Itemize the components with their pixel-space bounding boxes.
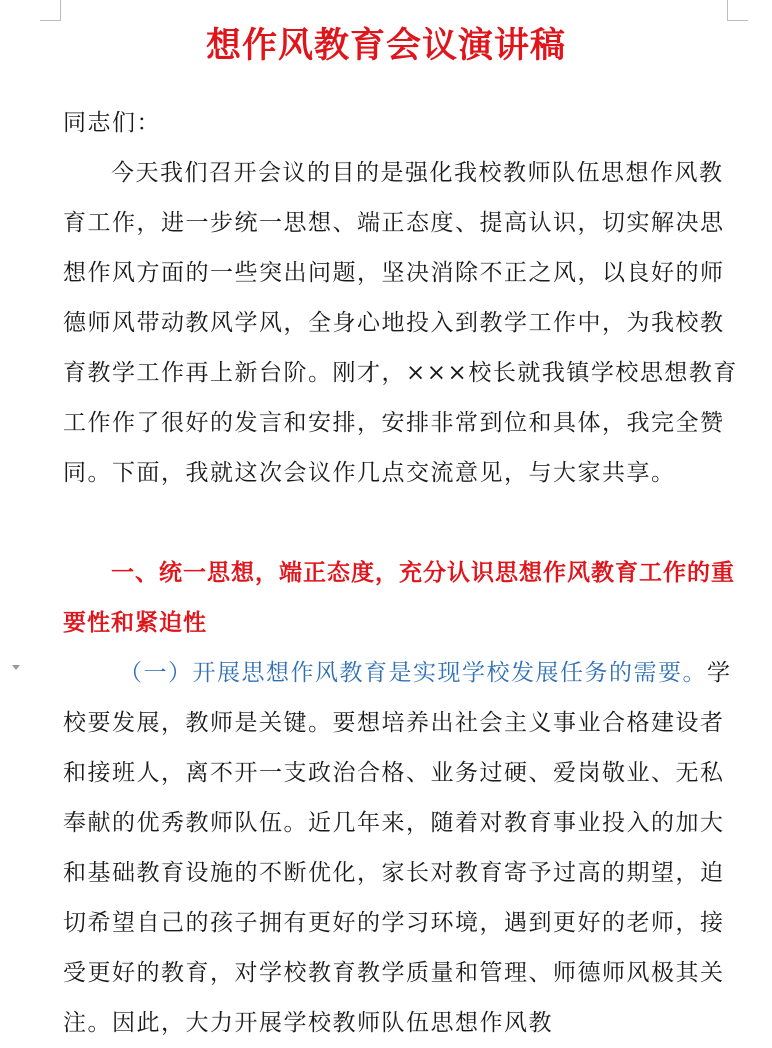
paragraph-intro: 今天我们召开会议的目的是强化我校教师队伍思想作风教育工作，进一步统一思想、端正态度、提高认识，切实解决思想作风方面的一些突出问题，坚决消除不正之风，以良好的师德师风带动教风学风，全身心地投入到教学工作中，为我校教育教学工作再上新台阶。刚才，×××校长就我镇学校思想教育工作作了很好的发言和安排，安排非常到位和具体，我完全赞同。下面，我就这次会议作几点交流意见，与大家共享。 xyxy=(63,160,738,486)
paragraph-section-1 xyxy=(63,648,743,1048)
section-heading-1: 一、统一思想，端正态度，充分认识思想作风教育工作的重要性和紧迫性 xyxy=(63,560,735,636)
salutation: 同志们： xyxy=(63,110,161,136)
paragraph-section-1-body: 学校要发展，教师是关键。要想培养出社会主义事业合格建设者和接班人，离不开一支政治合格、业务过硬、爱岗敬业、无私奉献的优秀教师队伍。近几年来，随着对教育事业投入的加大和基础教育设施的不断优化，家长对教育寄予过高的期望，迫切希望自己的孩子拥有更好的学习环境，遇到更好的老师，接受更好的教育，对学校教育教学质量和管理、师德师风极其关注。因此，大力开展学校教师队伍思想作风教 xyxy=(63,660,732,1036)
page-corner-mark-right xyxy=(727,0,748,21)
collapse-arrow-icon[interactable] xyxy=(12,665,20,670)
document-title: 想作风教育会议演讲稿 xyxy=(205,26,566,66)
subheading-1: （一）开展思想作风教育是实现学校发展任务的需要。 xyxy=(119,660,707,686)
page-corner-mark-left xyxy=(40,0,61,21)
